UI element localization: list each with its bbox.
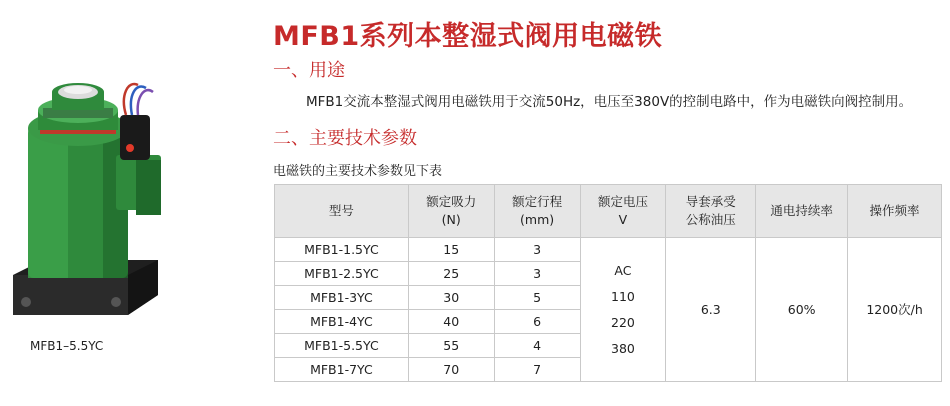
cell-force: 70: [408, 358, 494, 382]
cell-stroke: 7: [494, 358, 580, 382]
solenoid-photo: [8, 70, 163, 320]
spec-table: [274, 184, 942, 382]
cell-force: 25: [408, 262, 494, 286]
cell-duty: 60%: [756, 238, 848, 382]
cell-force: 55: [408, 334, 494, 358]
cell-force: 40: [408, 310, 494, 334]
cell-force: 30: [408, 286, 494, 310]
photo-caption: MFB1–5.5YC: [30, 339, 104, 353]
cell-model: MFB1-5.5YC: [275, 334, 409, 358]
cell-model: MFB1-1.5YC: [275, 238, 409, 262]
usage-text: MFB1交流本整湿式阀用电磁铁用于交流50Hz，电压至380V的控制电路中，作为电磁铁向阀控制用。: [306, 94, 913, 110]
cell-model: MFB1-2.5YC: [275, 262, 409, 286]
section-heading-usage: 一、用途: [273, 60, 345, 81]
table-header-row: [275, 185, 942, 238]
cell-model: MFB1-3YC: [275, 286, 409, 310]
header-frequency: 操作频率: [848, 185, 942, 238]
table-row: [275, 238, 942, 262]
cell-stroke: 3: [494, 238, 580, 262]
cell-force: 15: [408, 238, 494, 262]
section-heading-specs: 二、主要技术参数: [273, 128, 417, 149]
cell-stroke: 5: [494, 286, 580, 310]
cell-stroke: 3: [494, 262, 580, 286]
header-pressure: 导套承受 公称油压: [666, 185, 756, 238]
page-title: MFB1系列本整湿式阀用电磁铁: [273, 21, 663, 52]
cell-stroke: 6: [494, 310, 580, 334]
header-duty: 通电持续率: [756, 185, 848, 238]
cell-frequency: 1200次/h: [848, 238, 942, 382]
header-stroke: 额定行程 (mm): [494, 185, 580, 238]
header-voltage: 额定电压 V: [580, 185, 666, 238]
cell-pressure: 6.3: [666, 238, 756, 382]
cell-model: MFB1-4YC: [275, 310, 409, 334]
cell-model: MFB1-7YC: [275, 358, 409, 382]
header-model: 型号: [275, 185, 409, 238]
specs-intro: 电磁铁的主要技术参数见下表: [273, 164, 443, 179]
cell-voltage: AC 110 220 380: [580, 238, 666, 382]
cell-stroke: 4: [494, 334, 580, 358]
header-force: 额定吸力 (N): [408, 185, 494, 238]
